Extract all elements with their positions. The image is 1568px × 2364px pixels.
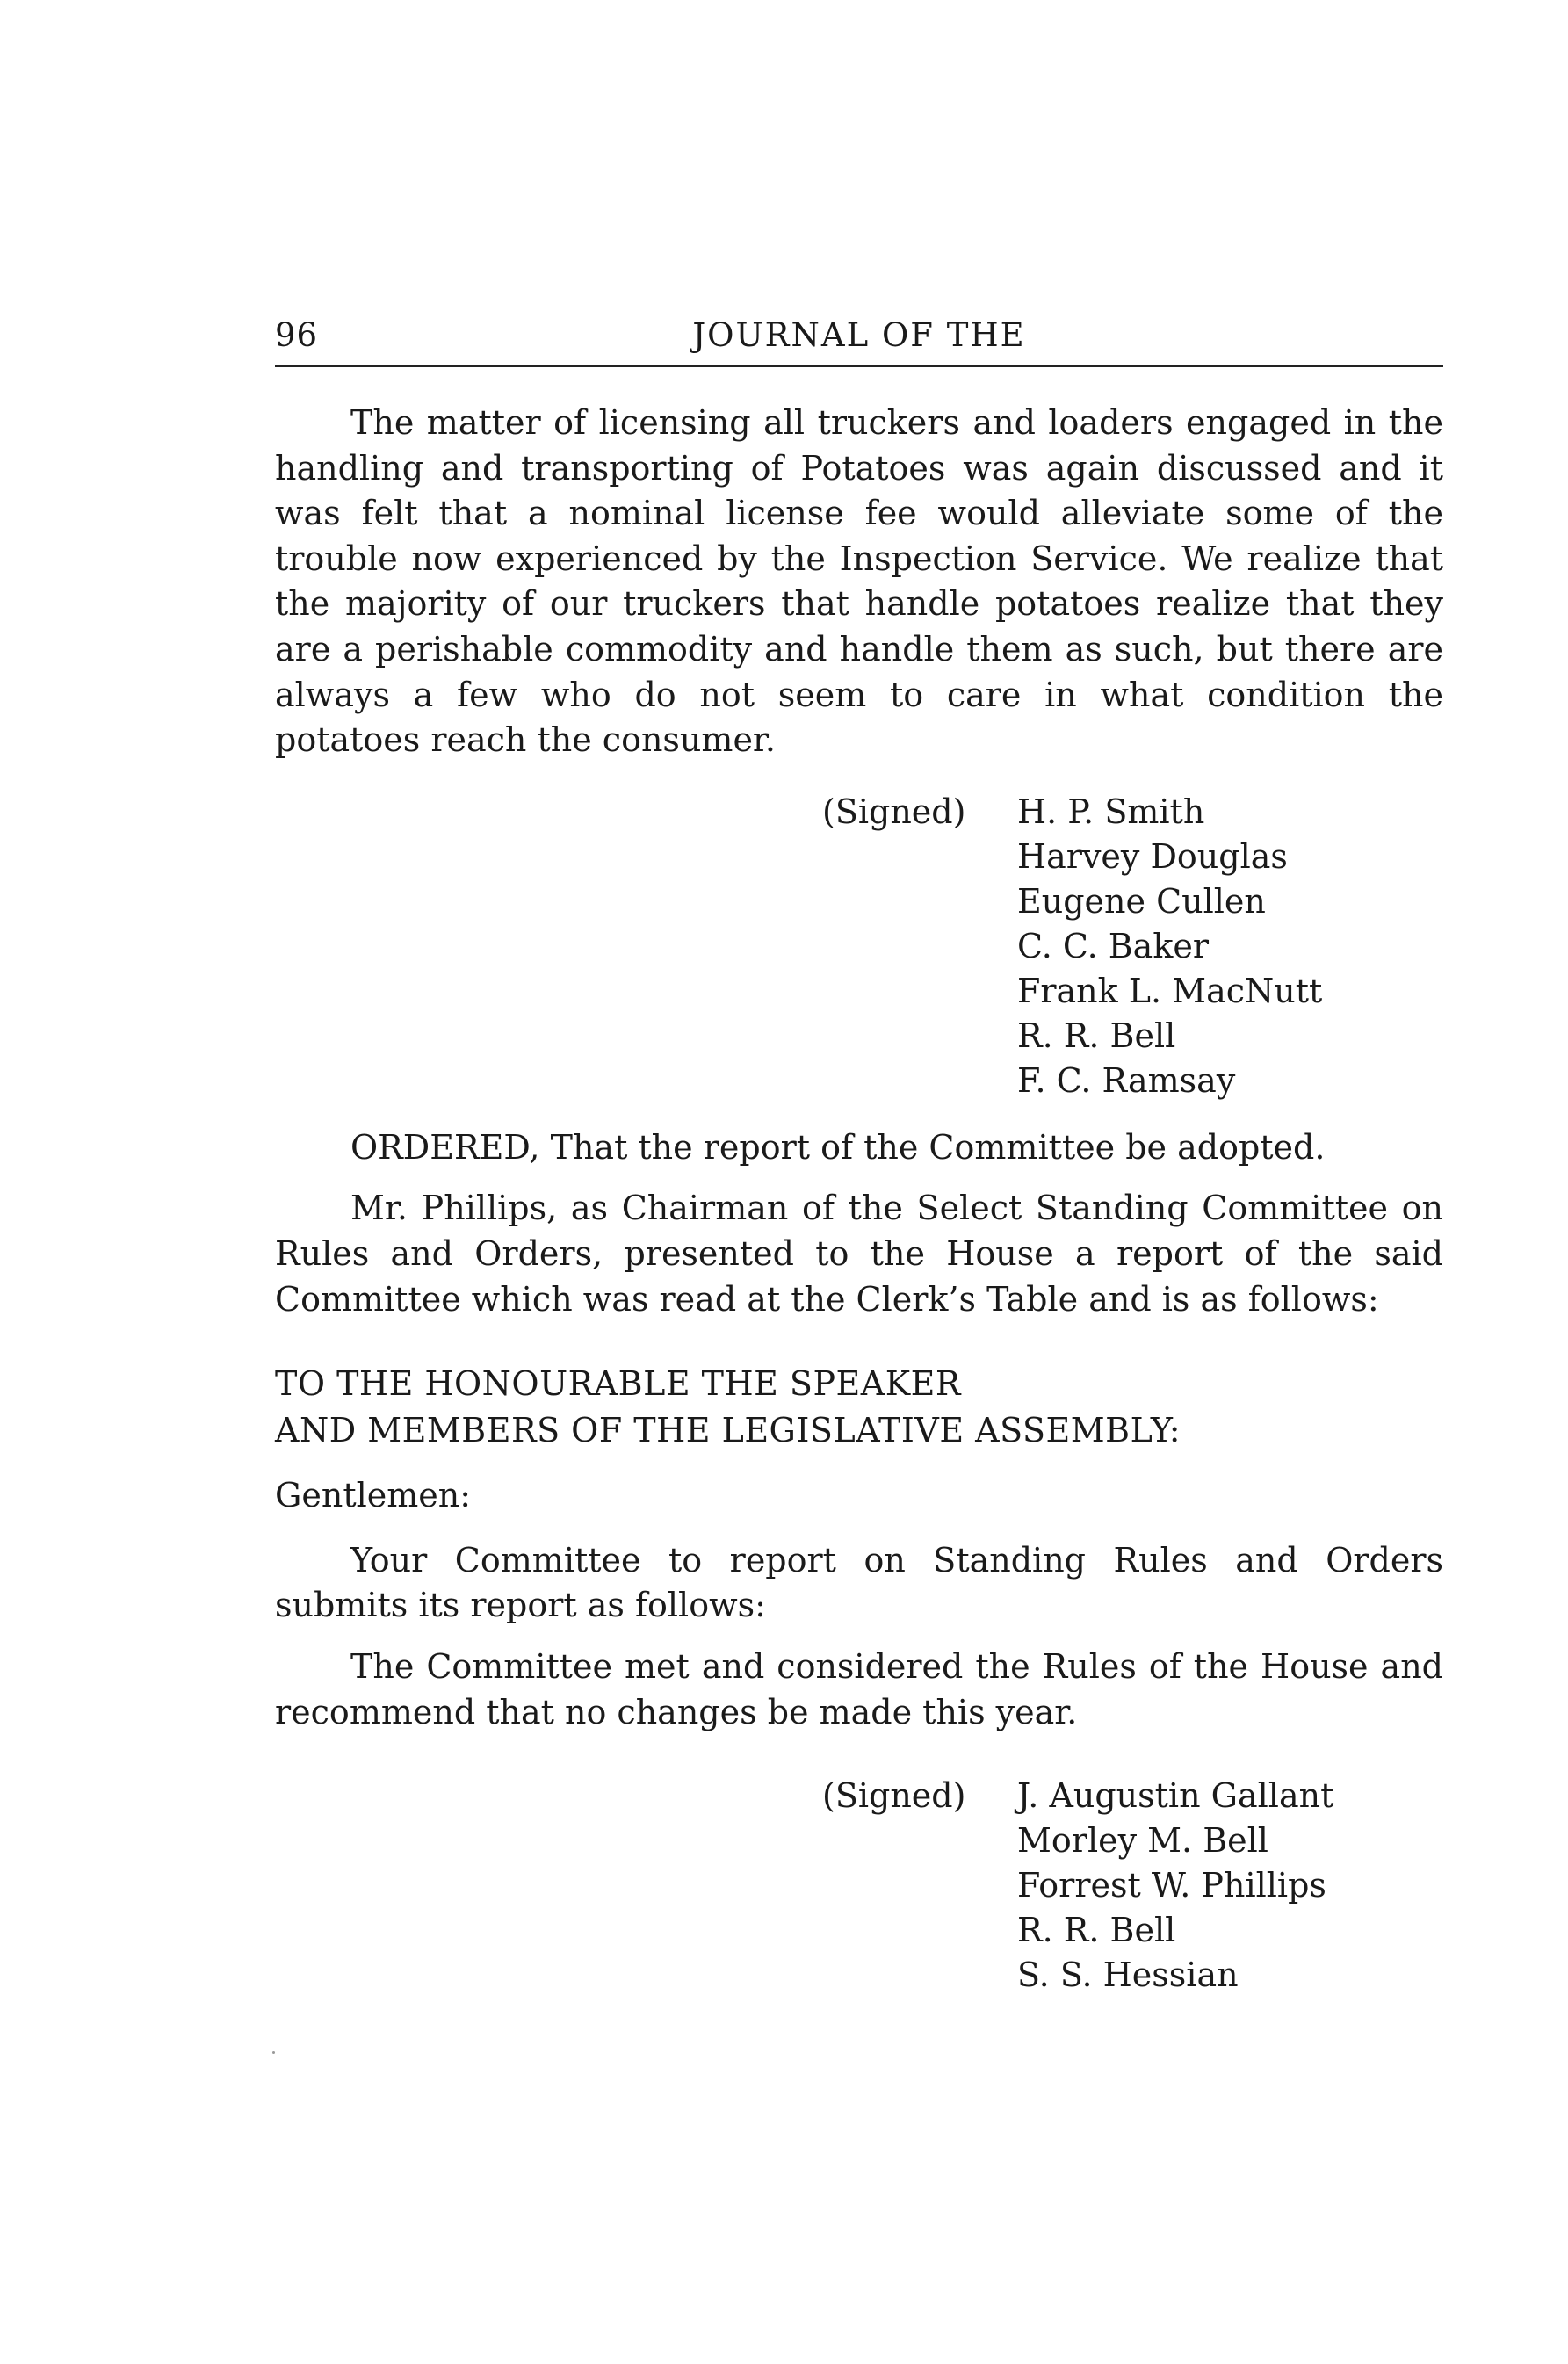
ordered-statement: ORDERED, That the report of the Committee be adopted. [350,1127,1326,1167]
paragraph-committee-met: The Committee met and considered the Rules of the House and recommend that no changes be made this year. [275,1646,1443,1731]
signatory-list [1017,790,1322,1103]
signatory-name: Eugene Cullen [1017,881,1266,921]
signatory-name: R. R. Bell [1017,1911,1176,1950]
signatory-name: Forrest W. Phillips [1017,1866,1326,1905]
signatory-name: R. R. Bell [1017,1016,1176,1055]
signatory-name: F. C. Ramsay [1017,1060,1236,1100]
signatory-name: H. P. Smith [1017,792,1205,831]
signatory-name: S. S. Hessian [1017,1956,1239,1995]
signatory-name: Frank L. MacNutt [1017,971,1323,1010]
page-header [275,316,1443,367]
signatory-name: J. Augustin Gallant [1017,1776,1334,1816]
paragraph-potatoes-licensing: The matter of licensing all truckers and loaders engaged in the handling and transporting of Potatoes was again discussed and it was felt that a nominal license fee would alleviate some of the trouble now experienced by the Inspection Service. We realize that the majority of our truckers that handle potatoes realize that they are a perishable commodity and handle them as such, but there are always a few who do not seem to care in what condition the potatoes reach the consumer. [275,403,1443,760]
address-line: TO THE HONOURABLE THE SPEAKER [275,1364,961,1404]
paragraph-phillips-report: Mr. Phillips, as Chairman of the Select Standing Committee on Rules and Orders, presented to the House a report of the said Committee which was read at the Clerk’s Table and is as follows: [275,1189,1443,1319]
salutation: Gentlemen: [275,1476,472,1515]
signed-label: (Signed) [822,792,966,831]
address-line: AND MEMBERS OF THE LEGISLATIVE ASSEMBLY: [275,1411,1181,1450]
page-number: 96 [275,316,319,354]
signature-block-rules [275,1774,1443,2002]
signatory-list [1017,1774,1333,1998]
running-head: JOURNAL OF THE [692,316,1026,354]
signature-block-agriculture [275,790,1443,1106]
paragraph-committee-report: Your Committee to report on Standing Rules and Orders submits its report as follows: [275,1540,1443,1625]
signatory-name: Morley M. Bell [1017,1821,1268,1861]
signatory-name: C. C. Baker [1017,926,1210,965]
signatory-name: Harvey Douglas [1017,836,1288,876]
formal-address [275,1361,1443,1454]
print-speck [272,2051,275,2054]
signed-label: (Signed) [822,1776,966,1816]
journal-page [275,316,1443,2002]
